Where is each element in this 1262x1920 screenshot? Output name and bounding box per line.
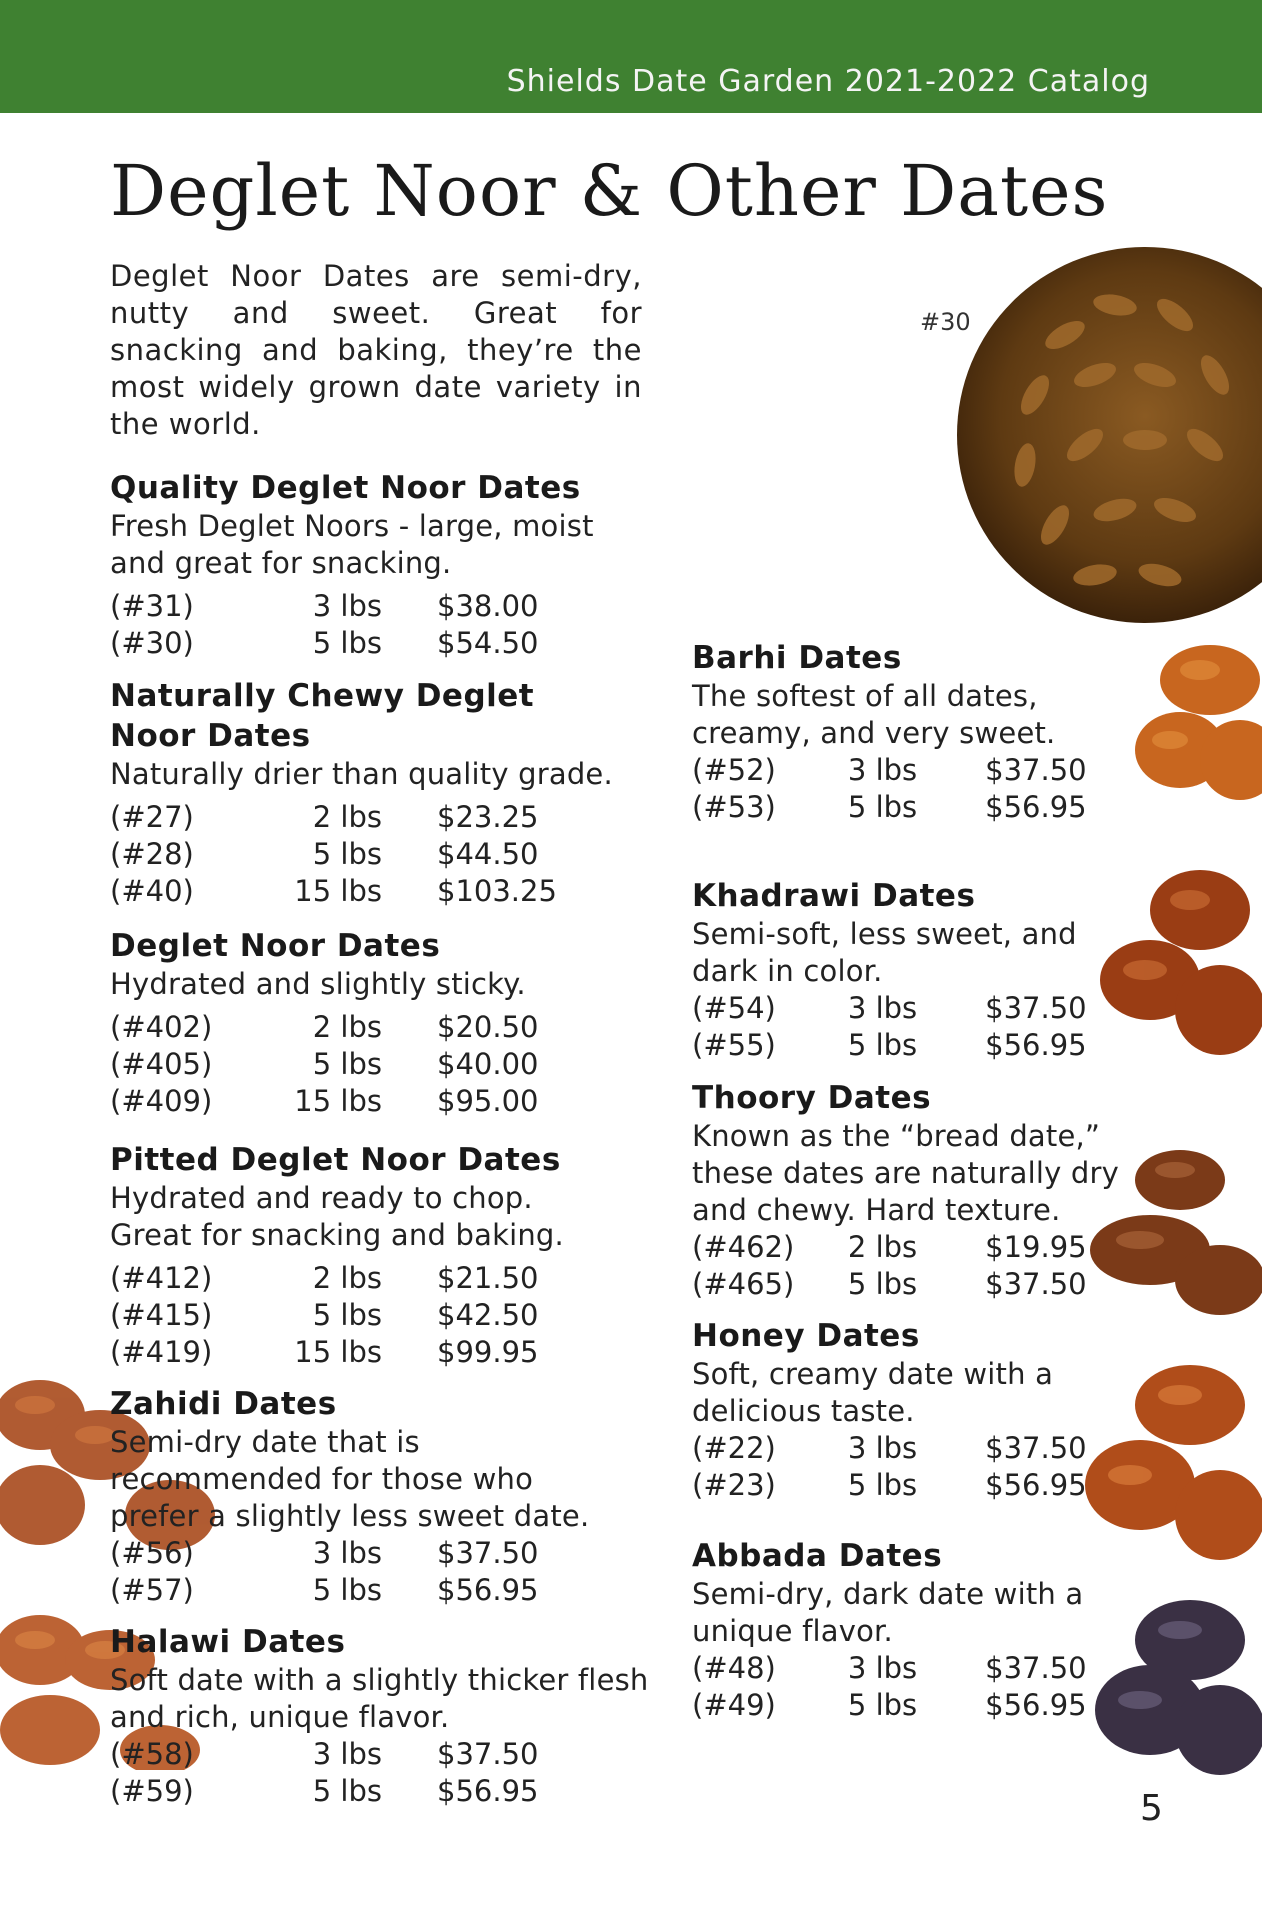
item-price: $40.00 bbox=[437, 1047, 539, 1081]
item-weight: 15 lbs bbox=[294, 1335, 382, 1369]
section-description: Naturally drier than quality grade. bbox=[110, 757, 613, 791]
header-bar bbox=[0, 0, 1262, 113]
item-code: (#56) bbox=[110, 1536, 194, 1570]
item-price: $99.95 bbox=[437, 1335, 539, 1369]
price-row bbox=[692, 1266, 1132, 1303]
item-weight: 5 lbs bbox=[847, 1468, 918, 1502]
item-weight: 15 lbs bbox=[294, 874, 382, 908]
section-naturally-chewy bbox=[110, 676, 650, 910]
item-code: (#30) bbox=[110, 626, 194, 660]
item-code: (#54) bbox=[692, 991, 776, 1025]
section-description: Hydrated and slightly sticky. bbox=[110, 967, 526, 1001]
item-price: $21.50 bbox=[437, 1261, 539, 1295]
item-weight: 5 lbs bbox=[312, 1573, 382, 1607]
item-weight: 2 lbs bbox=[312, 1010, 382, 1044]
section-title: Pitted Deglet Noor Dates bbox=[110, 1142, 561, 1178]
section-title: Thoory Dates bbox=[692, 1080, 932, 1116]
item-code: (#59) bbox=[110, 1774, 194, 1808]
item-code: (#27) bbox=[110, 800, 194, 834]
price-row bbox=[692, 1687, 1132, 1724]
section-title: Quality Deglet Noor Dates bbox=[110, 470, 581, 506]
section-title: Naturally Chewy Deglet Noor Dates bbox=[110, 678, 535, 754]
item-price: $37.50 bbox=[985, 753, 1087, 787]
item-weight: 3 lbs bbox=[847, 1431, 918, 1465]
item-code: (#52) bbox=[692, 753, 776, 787]
section-description: Soft date with a slightly thicker flesh and rich, unique flavor. bbox=[110, 1663, 649, 1734]
price-row bbox=[110, 1083, 650, 1120]
price-row bbox=[110, 1535, 650, 1572]
item-code: (#40) bbox=[110, 874, 194, 908]
item-weight: 5 lbs bbox=[312, 626, 382, 660]
price-row bbox=[692, 752, 1132, 789]
item-price: $56.95 bbox=[985, 790, 1087, 824]
price-row bbox=[110, 1572, 650, 1609]
item-price: $37.50 bbox=[985, 1651, 1087, 1685]
catalog-title: Shields Date Garden 2021-2022 Catalog bbox=[506, 64, 1150, 99]
price-row bbox=[110, 625, 650, 662]
item-code: (#402) bbox=[110, 1010, 213, 1044]
item-code: (#53) bbox=[692, 790, 776, 824]
image-label: #30 bbox=[920, 308, 971, 336]
page-title: Deglet Noor & Other Dates bbox=[110, 150, 1109, 232]
item-weight: 2 lbs bbox=[847, 1230, 918, 1264]
section-title: Deglet Noor Dates bbox=[110, 928, 441, 964]
item-weight: 3 lbs bbox=[847, 991, 918, 1025]
item-price: $56.95 bbox=[985, 1688, 1087, 1722]
item-code: (#419) bbox=[110, 1335, 213, 1369]
intro-paragraph: Deglet Noor Dates are semi-dry, nutty and sweet. Great for snacking and baking, they’re the most widely grown date variety in the world. bbox=[110, 259, 642, 441]
item-code: (#412) bbox=[110, 1261, 213, 1295]
section-thoory bbox=[692, 1078, 1132, 1303]
price-row bbox=[110, 1736, 650, 1773]
item-price: $37.50 bbox=[985, 1431, 1087, 1465]
item-weight: 3 lbs bbox=[312, 1536, 382, 1570]
price-row bbox=[110, 1009, 650, 1046]
item-code: (#22) bbox=[692, 1431, 776, 1465]
price-row bbox=[110, 1046, 650, 1083]
price-row bbox=[692, 1229, 1132, 1266]
item-code: (#415) bbox=[110, 1298, 213, 1332]
item-code: (#28) bbox=[110, 837, 194, 871]
item-price: $56.95 bbox=[985, 1028, 1087, 1062]
section-description: Known as the “bread date,” these dates are naturally dry and chewy. Hard texture. bbox=[692, 1119, 1119, 1227]
item-weight: 3 lbs bbox=[312, 589, 382, 623]
section-zahidi bbox=[110, 1384, 650, 1609]
price-row bbox=[692, 1430, 1132, 1467]
item-price: $54.50 bbox=[437, 626, 539, 660]
price-row bbox=[692, 1650, 1132, 1687]
price-row bbox=[692, 990, 1132, 1027]
item-price: $95.00 bbox=[437, 1084, 539, 1118]
section-description: Semi-soft, less sweet, and dark in color. bbox=[692, 917, 1077, 988]
item-weight: 2 lbs bbox=[312, 800, 382, 834]
section-title: Khadrawi Dates bbox=[692, 878, 976, 914]
price-row bbox=[692, 1027, 1132, 1064]
item-code: (#58) bbox=[110, 1737, 194, 1771]
item-weight: 5 lbs bbox=[847, 1267, 918, 1301]
item-price: $38.00 bbox=[437, 589, 539, 623]
item-price: $56.95 bbox=[437, 1573, 539, 1607]
price-row bbox=[110, 873, 650, 910]
item-price: $56.95 bbox=[437, 1774, 539, 1808]
page-number: 5 bbox=[1140, 1788, 1163, 1829]
section-description: Fresh Deglet Noors - large, moist and great for snacking. bbox=[110, 509, 594, 580]
section-barhi bbox=[692, 638, 1132, 826]
item-weight: 5 lbs bbox=[312, 1298, 382, 1332]
item-weight: 5 lbs bbox=[847, 1028, 918, 1062]
item-price: $44.50 bbox=[437, 837, 539, 871]
section-title: Honey Dates bbox=[692, 1318, 920, 1354]
price-row bbox=[692, 789, 1132, 826]
section-description: Semi-dry, dark date with a unique flavor. bbox=[692, 1577, 1084, 1648]
price-row bbox=[110, 836, 650, 873]
section-halawi bbox=[110, 1622, 650, 1810]
item-price: $37.50 bbox=[437, 1737, 539, 1771]
item-weight: 3 lbs bbox=[312, 1737, 382, 1771]
section-khadrawi bbox=[692, 876, 1132, 1064]
item-code: (#57) bbox=[110, 1573, 194, 1607]
item-code: (#55) bbox=[692, 1028, 776, 1062]
item-weight: 5 lbs bbox=[847, 1688, 918, 1722]
price-row bbox=[110, 1773, 650, 1810]
price-row bbox=[110, 1334, 650, 1371]
section-title: Halawi Dates bbox=[110, 1624, 346, 1660]
barhi-dates-image bbox=[1120, 630, 1262, 815]
item-weight: 5 lbs bbox=[312, 1774, 382, 1808]
item-price: $37.50 bbox=[985, 991, 1087, 1025]
item-price: $37.50 bbox=[985, 1267, 1087, 1301]
section-title: Zahidi Dates bbox=[110, 1386, 337, 1422]
item-price: $42.50 bbox=[437, 1298, 539, 1332]
item-price: $23.25 bbox=[437, 800, 539, 834]
section-abbada bbox=[692, 1536, 1132, 1724]
section-deglet-noor bbox=[110, 926, 650, 1120]
item-price: $103.25 bbox=[437, 874, 557, 908]
item-code: (#48) bbox=[692, 1651, 776, 1685]
item-price: $56.95 bbox=[985, 1468, 1087, 1502]
item-weight: 2 lbs bbox=[312, 1261, 382, 1295]
price-row bbox=[110, 1260, 650, 1297]
item-code: (#409) bbox=[110, 1084, 213, 1118]
price-row bbox=[110, 799, 650, 836]
section-title: Abbada Dates bbox=[692, 1538, 943, 1574]
item-weight: 3 lbs bbox=[847, 753, 918, 787]
item-price: $19.95 bbox=[985, 1230, 1087, 1264]
section-pitted-deglet-noor bbox=[110, 1140, 650, 1371]
item-code: (#405) bbox=[110, 1047, 213, 1081]
item-code: (#462) bbox=[692, 1230, 795, 1264]
item-code: (#31) bbox=[110, 589, 194, 623]
section-description: Hydrated and ready to chop. Great for snacking and baking. bbox=[110, 1181, 564, 1252]
section-quality-deglet-noor bbox=[110, 468, 650, 662]
item-code: (#23) bbox=[692, 1468, 776, 1502]
item-code: (#465) bbox=[692, 1267, 795, 1301]
deglet-noor-bowl-image bbox=[945, 245, 1262, 625]
item-code: (#49) bbox=[692, 1688, 776, 1722]
item-weight: 15 lbs bbox=[294, 1084, 382, 1118]
item-weight: 5 lbs bbox=[312, 837, 382, 871]
price-row bbox=[110, 1297, 650, 1334]
section-description: Semi-dry date that is recommended for those who prefer a slightly less sweet date. bbox=[110, 1425, 590, 1533]
item-weight: 5 lbs bbox=[847, 790, 918, 824]
price-row bbox=[110, 588, 650, 625]
section-description: The softest of all dates, creamy, and very sweet. bbox=[692, 679, 1056, 750]
section-honey bbox=[692, 1316, 1132, 1504]
section-title: Barhi Dates bbox=[692, 640, 902, 676]
price-row bbox=[692, 1467, 1132, 1504]
item-weight: 3 lbs bbox=[847, 1651, 918, 1685]
section-description: Soft, creamy date with a delicious taste. bbox=[692, 1357, 1054, 1428]
item-price: $37.50 bbox=[437, 1536, 539, 1570]
item-weight: 5 lbs bbox=[312, 1047, 382, 1081]
item-price: $20.50 bbox=[437, 1010, 539, 1044]
